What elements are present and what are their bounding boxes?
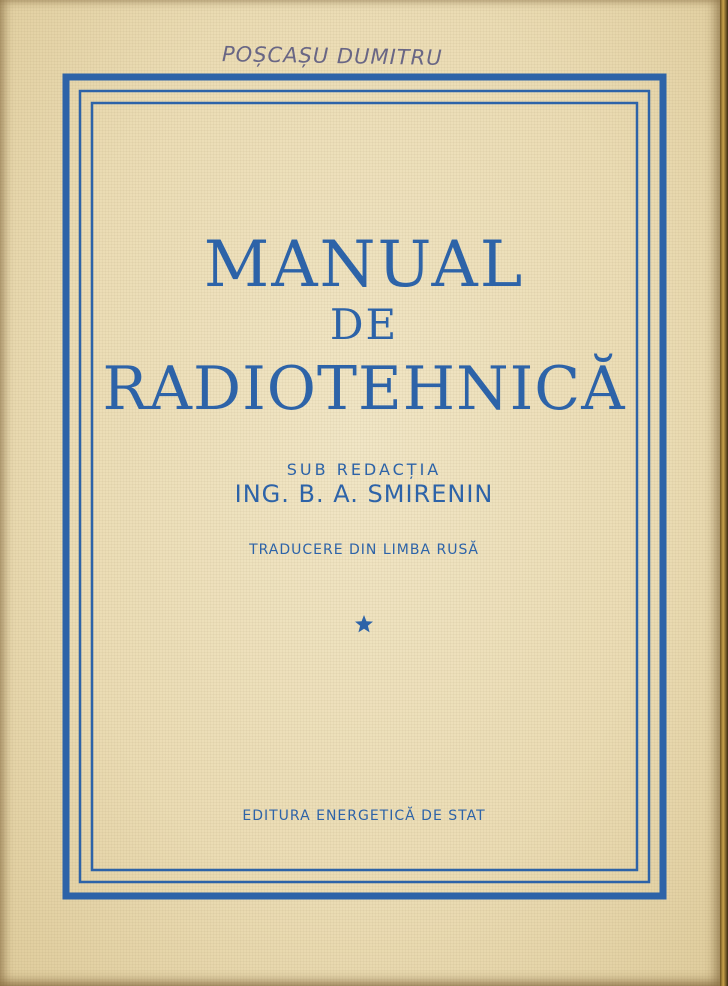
- handwritten-owner-name: POȘCAȘU DUMITRU: [221, 42, 443, 70]
- publisher-name: EDITURA ENERGETICĂ DE STAT: [242, 808, 486, 824]
- translation-note: TRADUCERE DIN LIMBA RUSĂ: [249, 542, 479, 558]
- title-line-de: DE: [329, 300, 399, 349]
- title-line-radiotehnica: RADIOTEHNICĂ: [102, 354, 626, 424]
- star-icon: [354, 614, 374, 634]
- title-line-manual: MANUAL: [203, 228, 525, 302]
- editor-prefix: SUB REDACȚIA: [286, 460, 442, 479]
- editor-name: ING. B. A. SMIRENIN: [234, 480, 494, 508]
- book-edge: [720, 0, 728, 986]
